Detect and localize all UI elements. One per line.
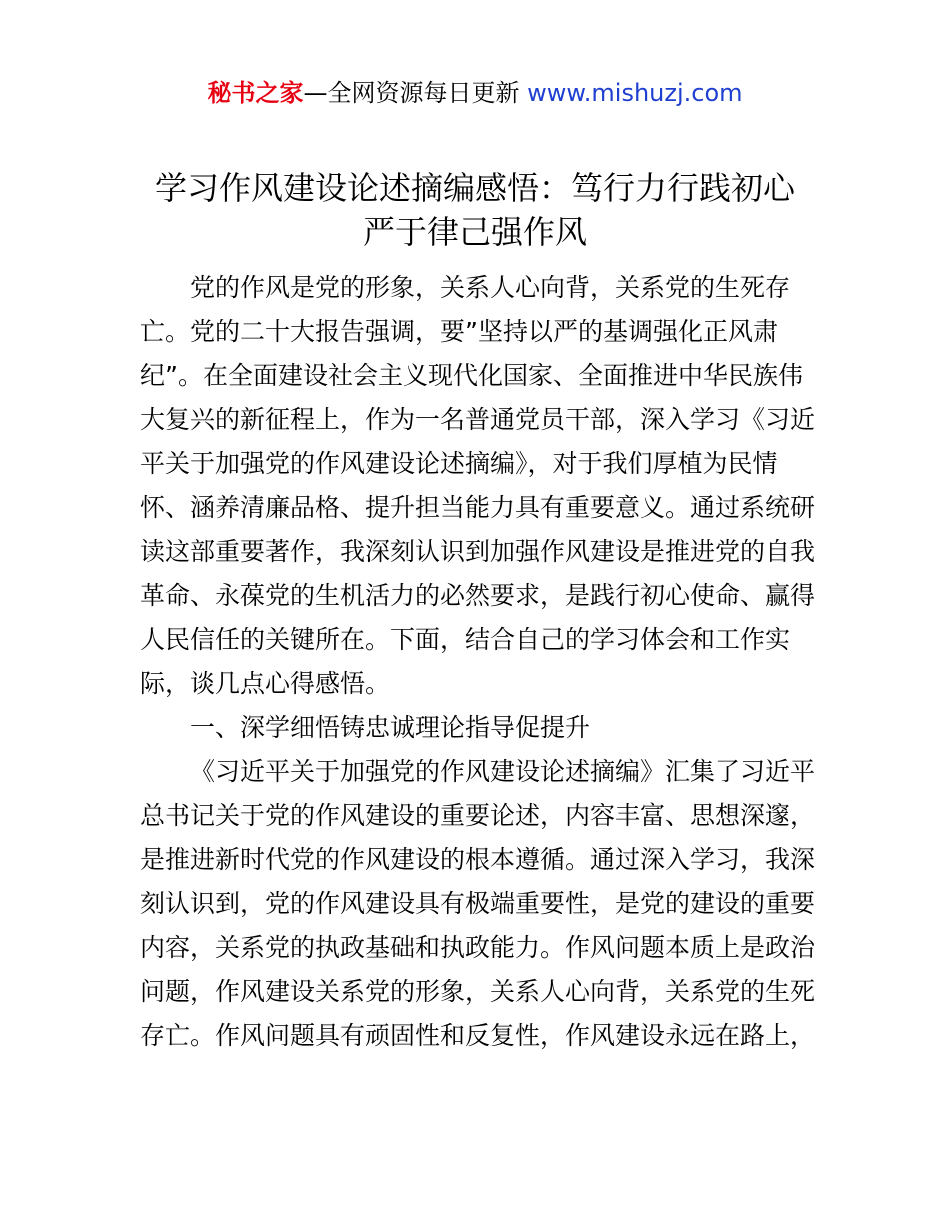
paragraph-1-line-8: 革命、永葆党的生机活力的必然要求，是践行初心使命、赢得 — [140, 581, 816, 610]
site-tagline: —全网资源每日更新 — [303, 79, 528, 107]
paragraph-1-line-10: 际，谈几点心得感悟。 — [140, 669, 391, 698]
paragraph-1-line-9: 人民信任的关键所在。下面，结合自己的学习体会和工作实 — [140, 625, 791, 654]
paragraph-1-line-2: 亡。党的二十大报告强调，要”坚持以严的基调强化正风肃 — [140, 317, 778, 346]
paragraph-1-line-3: 纪”。在全面建设社会主义现代化国家、全面推进中华民族伟 — [140, 361, 803, 390]
paragraph-2-line-5: 内容，关系党的执政基础和执政能力。作风问题本质上是政治 — [140, 933, 816, 962]
paragraph-2-line-7: 存亡。作风问题具有顽固性和反复性，作风建设永远在路上， — [140, 1021, 816, 1050]
site-header — [0, 76, 950, 110]
paragraph-1-line-5: 平关于加强党的作风建设论述摘编》，对于我们厚植为民情 — [140, 449, 778, 478]
site-brand: 秘书之家 — [207, 79, 304, 107]
paragraph-1-line-7: 读这部重要著作，我深刻认识到加强作风建设是推进党的自我 — [140, 537, 816, 566]
paragraph-2-line-1: 《习近平关于加强党的作风建设论述摘编》汇集了习近平 — [190, 757, 816, 786]
site-url-link[interactable]: www.mishuzj.com — [527, 79, 743, 107]
paragraph-2-line-6: 问题，作风建设关系党的形象，关系人心向背，关系党的生死 — [140, 977, 816, 1006]
paragraph-1-line-6: 怀、涵养清廉品格、提升担当能力具有重要意义。通过系统研 — [140, 493, 816, 522]
paragraph-1-line-1: 党的作风是党的形象，关系人心向背，关系党的生死存 — [190, 273, 791, 302]
title-line-1: 学习作风建设论述摘编感悟：笃行力行践初心 — [154, 169, 795, 207]
paragraph-2-line-2: 总书记关于党的作风建设的重要论述，内容丰富、思想深邃， — [140, 801, 816, 830]
paragraph-2-line-4: 刻认识到，党的作风建设具有极端重要性，是党的建设的重要 — [140, 889, 816, 918]
document-title — [120, 166, 830, 254]
title-line-2: 严于律己强作风 — [362, 213, 587, 251]
paragraph-1-line-4: 大复兴的新征程上，作为一名普通党员干部，深入学习《习近 — [140, 405, 816, 434]
paragraph-2-line-3: 是推进新时代党的作风建设的根本遵循。通过深入学习，我深 — [140, 845, 816, 874]
section-heading-1: 一、深学细悟铸忠诚理论指导促提升 — [190, 713, 591, 742]
document-body — [140, 266, 816, 1058]
